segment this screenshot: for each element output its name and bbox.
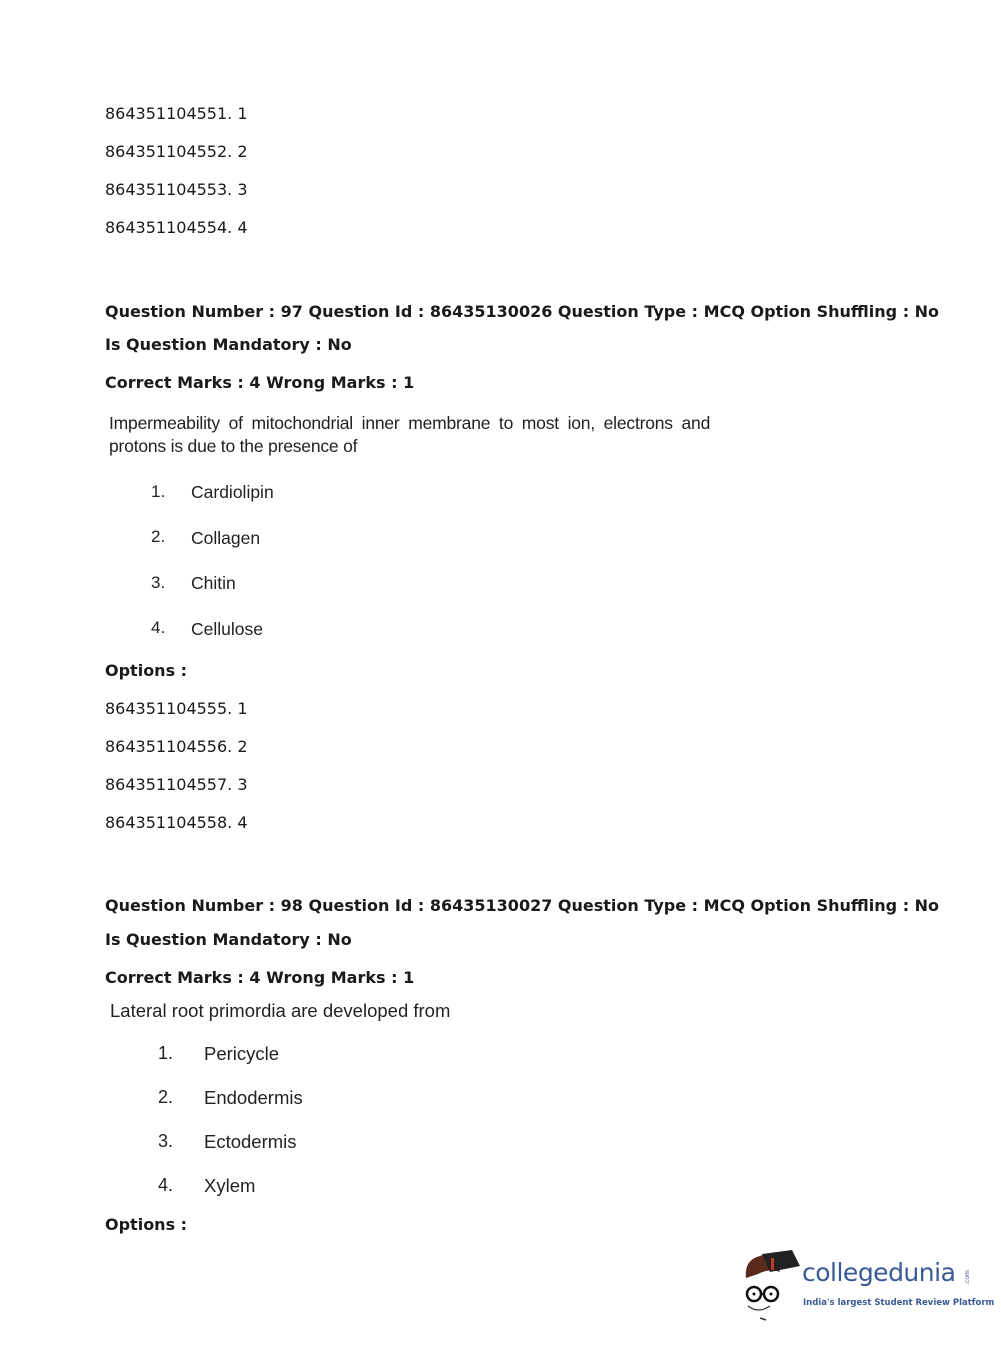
logo-tagline: India's largest Student Review Platform bbox=[803, 1298, 995, 1308]
question-mandatory: Is Question Mandatory : No bbox=[105, 930, 352, 949]
question-marks: Correct Marks : 4 Wrong Marks : 1 bbox=[105, 968, 415, 987]
option-id: 864351104558. 4 bbox=[105, 813, 248, 832]
question-text: protons is due to the presence of bbox=[109, 436, 358, 456]
choice-label: Xylem bbox=[204, 1175, 256, 1196]
options-label: Options : bbox=[105, 661, 188, 680]
collegedunia-logo bbox=[740, 1248, 995, 1323]
choice-label: Collagen bbox=[191, 528, 261, 548]
question-header: Question Number : 97 Question Id : 86435130026 Question Type : MCQ Option Shuffling : No bbox=[105, 302, 940, 321]
question-mandatory: Is Question Mandatory : No bbox=[105, 335, 352, 354]
choice-label: Ectodermis bbox=[204, 1131, 297, 1152]
choice-label: Cardiolipin bbox=[191, 482, 274, 502]
choice-number: 4. bbox=[158, 1175, 174, 1195]
choice-number: 2. bbox=[158, 1087, 174, 1107]
option-id: 864351104551. 1 bbox=[105, 104, 248, 123]
choice-label: Chitin bbox=[191, 573, 236, 593]
logo-tld: .com bbox=[963, 1270, 971, 1285]
option-id: 864351104555. 1 bbox=[105, 699, 248, 718]
option-id: 864351104552. 2 bbox=[105, 142, 248, 161]
option-id: 864351104557. 3 bbox=[105, 775, 248, 794]
question-text: Lateral root primordia are developed from bbox=[110, 1000, 451, 1021]
choice-number: 1. bbox=[151, 482, 166, 501]
choice-number: 2. bbox=[151, 527, 166, 546]
logo-brand: collegedunia bbox=[802, 1258, 956, 1287]
option-id: 864351104553. 3 bbox=[105, 180, 248, 199]
options-label: Options : bbox=[105, 1215, 188, 1234]
choice-label: Cellulose bbox=[191, 619, 263, 639]
choice-number: 4. bbox=[151, 618, 166, 637]
question-header: Question Number : 98 Question Id : 86435130027 Question Type : MCQ Option Shuffling : No bbox=[105, 896, 940, 915]
option-id: 864351104556. 2 bbox=[105, 737, 248, 756]
choice-label: Endodermis bbox=[204, 1087, 303, 1108]
question-text: Impermeability of mitochondrial inner membrane to most ion, electrons and bbox=[109, 413, 711, 433]
choice-number: 3. bbox=[151, 573, 166, 592]
mascot-icon bbox=[740, 1248, 802, 1323]
choice-label: Pericycle bbox=[204, 1043, 280, 1064]
option-id: 864351104554. 4 bbox=[105, 218, 248, 237]
choice-number: 3. bbox=[158, 1131, 174, 1151]
choice-number: 1. bbox=[158, 1043, 174, 1063]
question-marks: Correct Marks : 4 Wrong Marks : 1 bbox=[105, 373, 415, 392]
